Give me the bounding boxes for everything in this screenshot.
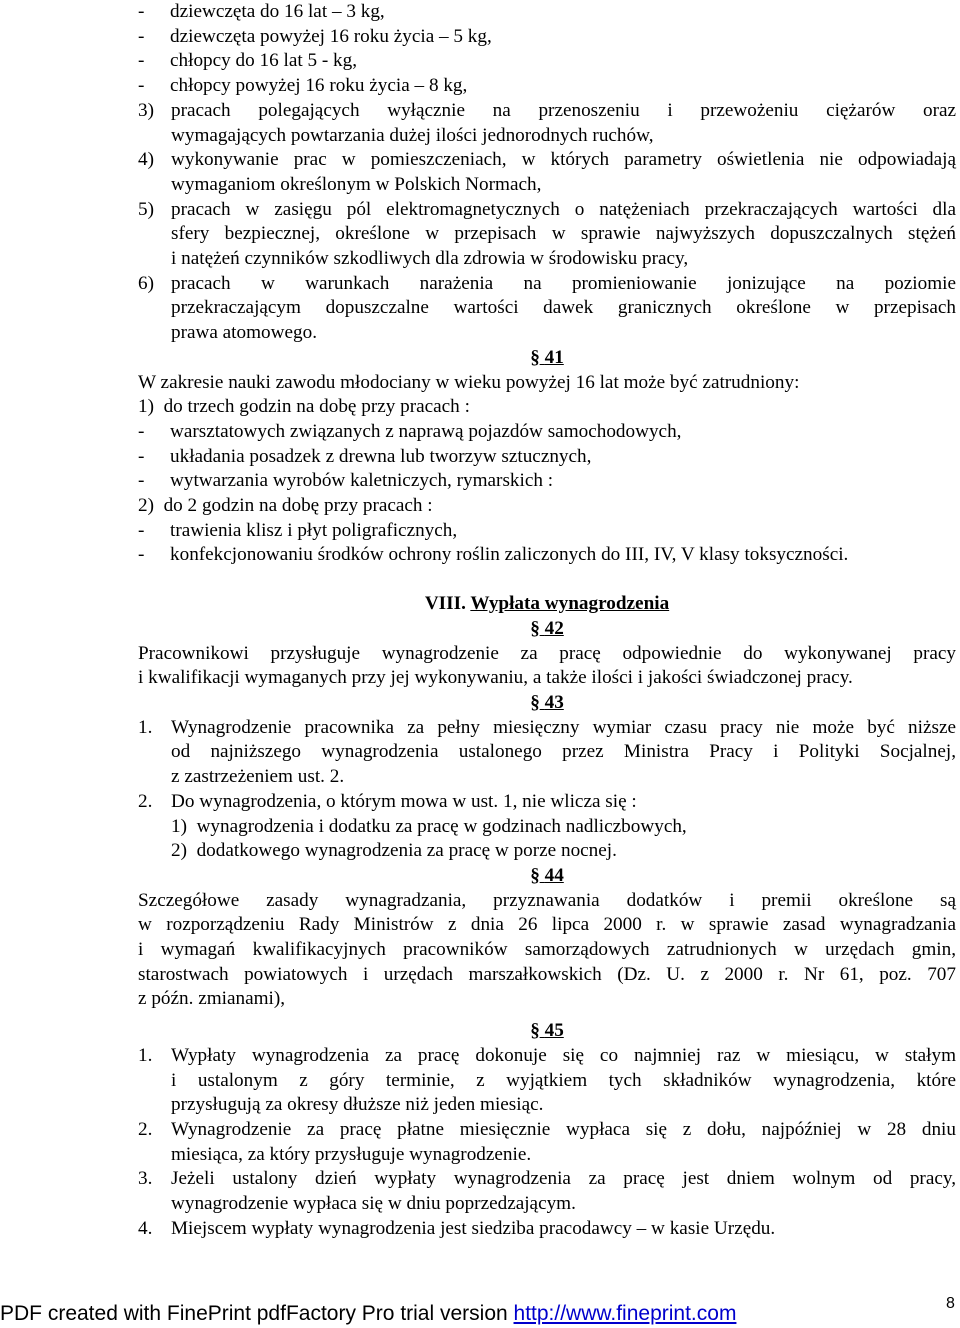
- section-heading-42: § 42: [530, 617, 564, 639]
- section-45-paragraph-1: 1. Wypłaty wynagrodzenia za pracę dokonuje się co najmniej raz w miesiącu, w stałym i ustalonym z góry terminie, z wyjątkiem tych składników wynagrodzenia, które przysługują za okresy dłuższe niż jeden miesiąc.: [138, 1044, 956, 1116]
- list-item: - układania posadzek z drewna lub tworzyw sztucznych,: [138, 445, 592, 467]
- list-item: - chłopcy do 16 lat 5 - kg,: [138, 50, 358, 72]
- list-item: - trawienia klisz i płyt poligraficznych,: [138, 519, 458, 541]
- document-page: - dziewczęta do 16 lat – 3 kg, - dziewczęta powyżej 16 roku życia – 5 kg, - chłopcy do 16 lat 5 - kg, - chłopcy powyżej 16 roku życia – 8 kg, 3) pracach polegających wyłącznie na przenoszeniu i przewożeniu ciężarów oraz wymagających powtarzania dużej ilości jednorodnych ruchów, 4) wykonywanie prac w pomieszczeniach, w których parametry oświetlenia nie odpowiadają wymaganiom określonym w Polskich Normach, 5) pracach w zasięgu pól elektromagnetycznych o natężeniach przekraczających wartości dla sfery bezpiecznej, określone w przepisach w sprawie najwyższych dopuszczalnych stężeń i natężeń czynników szkodliwych dla zdrowia w środowisku pracy, 6) pracach w warunkach narażenia na promieniowanie jonizujące na poziomie przekraczającym dopuszczalne wartości dawek granicznych określone w przepisach prawa atomowego. § 41 W zakresie nauki zawodu młodociany w wieku powyżej 16 lat może być zatrudniony: 1) do trzech godzin na dobę przy pracach : - warsztatowych związanych z naprawą pojazdów samochodowych, - układania posadzek z drewna lub tworzyw sztucznych, - wytwarzania wyrobów kaletniczych, rymarskich : 2) do 2 godzin na dobę przy pracach : - trawienia klisz i płyt poligraficznych, - konfekcjonowaniu środków ochrony roślin zaliczonych do III, IV, V klasy toksyczności. VIII. Wypłata wynagrodzenia § 42 Pracownikowi przysługuje wynagrodzenie za pracę odpowiednie do wykonywanej pracy i kwalifikacji wymaganych przy jej wykonywaniu, a także ilości i jakości świadczonej pracy. § 43 1. Wynagrodzenie pracownika za pełny miesięczny wymiar czasu pracy nie może być niższe od najniższego wynagrodzenia ustalonego przez Ministra Pracy i Polityki Socjalnej, z zastrzeżeniem ust. 2. 2. Do wynagrodzenia, o którym mowa w ust. 1, nie wlicza się : 1) wynagrodzenia i dodatku za pracę w godzinach nadliczbowych, 2) dodatkowego wynagrodzenia za pracę w porze nocnej. § 44 Szczegółowe zasady wynagradzania, przyznawania dodatków i premii określone są w rozporządzeniu Rady Ministrów z dnia 26 lipca 2000 r. w sprawie zasad wynagradzania i wymagań kwalifikacyjnych pracowników samorządowych zatrudnionych w urzędach gmin, starostwach powiatowych i urzędach marszałkowskich (Dz. U. z 2000 r. Nr 61, poz. 707 z późn. zmianami), § 45 1. Wypłaty wynagrodzenia za pracę dokonuje się co najmniej raz w miesiącu, w stałym i ustalonym z góry terminie, z wyjątkiem tych składników wynagrodzenia, które przysługują za okresy dłuższe niż jeden miesiąc. 2. Wynagrodzenie za pracę płatne miesięcznie wypłaca się z dołu, najpóźniej w 28 dniu miesiąca, za który przysługuje wynagrodzenie. 3. Jeżeli ustalony dzień wypłaty wynagrodzenia za pracę jest dniem wolnym od pracy, wynagrodzenie wypłaca się w dniu poprzedzającym. 4. Miejscem wypłaty wynagrodzenia jest siedziba pracodawcy – w kasie Urzędu.: [138, 0, 956, 1241]
- section-sign-icon: §: [530, 1020, 540, 1042]
- list-item: - dziewczęta do 16 lat – 3 kg,: [138, 1, 385, 22]
- section-sign-icon: §: [530, 864, 540, 886]
- section-heading-45: § 45: [530, 1020, 564, 1042]
- section-heading-43: § 43: [530, 691, 564, 713]
- section-43-paragraph-1: 1. Wynagrodzenie pracownika za pełny miesięczny wymiar czasu pracy nie może być niższe od najniższego wynagrodzenia ustalonego przez Ministra Pracy i Polityki Socjalnej, z zastrzeżeniem ust. 2.: [138, 716, 956, 788]
- list-item: - dziewczęta powyżej 16 roku życia – 5 kg,: [138, 25, 492, 47]
- section-45-paragraph-4: 4. Miejscem wypłaty wynagrodzenia jest siedziba pracodawcy – w kasie Urzędu.: [138, 1217, 776, 1239]
- section-43-paragraph-2: 2. Do wynagrodzenia, o którym mowa w ust. 1, nie wlicza się : 1) wynagrodzenia i dodatku za pracę w godzinach nadliczbowych, 2) dodatkowego wynagrodzenia za pracę w porze nocnej.: [138, 790, 687, 862]
- section-sign-icon: §: [530, 617, 540, 639]
- list-item: - warsztatowych związanych z naprawą pojazdów samochodowych,: [138, 420, 682, 442]
- list-item-3: 3) pracach polegających wyłącznie na przenoszeniu i przewożeniu ciężarów oraz wymagających powtarzania dużej ilości jednorodnych ruchów,: [138, 99, 956, 146]
- section-heading-44: § 44: [530, 864, 564, 886]
- page-number: 8: [946, 1295, 955, 1312]
- section-sign-icon: §: [530, 346, 540, 368]
- list-item-5: 5) pracach w zasięgu pól elektromagnetycznych o natężeniach przekraczających wartości dla sfery bezpiecznej, określone w przepisach w sprawie najwyższych dopuszczalnych stężeń i natężeń czynników szkodliwych dla zdrowia w środowisku pracy,: [138, 198, 956, 270]
- list-item: - konfekcjonowaniu środków ochrony roślin zaliczonych do III, IV, V klasy toksyczności.: [138, 544, 849, 566]
- section-heading-41: § 41: [530, 346, 564, 368]
- footer-link[interactable]: http://www.fineprint.com: [513, 1302, 737, 1325]
- list-item-6: 6) pracach w warunkach narażenia na promieniowanie jonizujące na poziomie przekraczającym dopuszczalne wartości dawek granicznych określone w przepisach prawa atomowego.: [138, 272, 956, 344]
- list-item-4: 4) wykonywanie prac w pomieszczeniach, w których parametry oświetlenia nie odpowiadają wymaganiom określonym w Polskich Normach,: [138, 149, 956, 195]
- section-41-intro: W zakresie nauki zawodu młodociany w wieku powyżej 16 lat może być zatrudniony:: [138, 371, 800, 393]
- section-sign-icon: §: [530, 691, 540, 713]
- intro-dash-list: [138, 0, 956, 99]
- pdf-footer: [0, 1295, 960, 1328]
- numbered-list-3-6: [138, 99, 956, 346]
- list-item: - wytwarzania wyrobów kaletniczych, rymarskich :: [138, 470, 554, 492]
- footer-text: PDF created with FinePrint pdfFactory Pro trial version: [0, 1302, 514, 1325]
- section-45-paragraph-3: 3. Jeżeli ustalony dzień wypłaty wynagrodzenia za pracę jest dniem wolnym od pracy, wynagrodzenie wypłaca się w dniu poprzedzającym.: [138, 1168, 956, 1215]
- section-45-paragraph-2: 2. Wynagrodzenie za pracę płatne miesięcznie wypłaca się z dołu, najpóźniej w 28 dniu miesiąca, za który przysługuje wynagrodzenie.: [138, 1118, 956, 1165]
- section-41-point-1: 1) do trzech godzin na dobę przy pracach :: [138, 396, 470, 418]
- section-41-point-2: 2) do 2 godzin na dobę przy pracach :: [138, 495, 433, 517]
- list-item: - chłopcy powyżej 16 roku życia – 8 kg,: [138, 75, 468, 97]
- chapter-heading: VIII. Wypłata wynagrodzenia: [424, 593, 670, 615]
